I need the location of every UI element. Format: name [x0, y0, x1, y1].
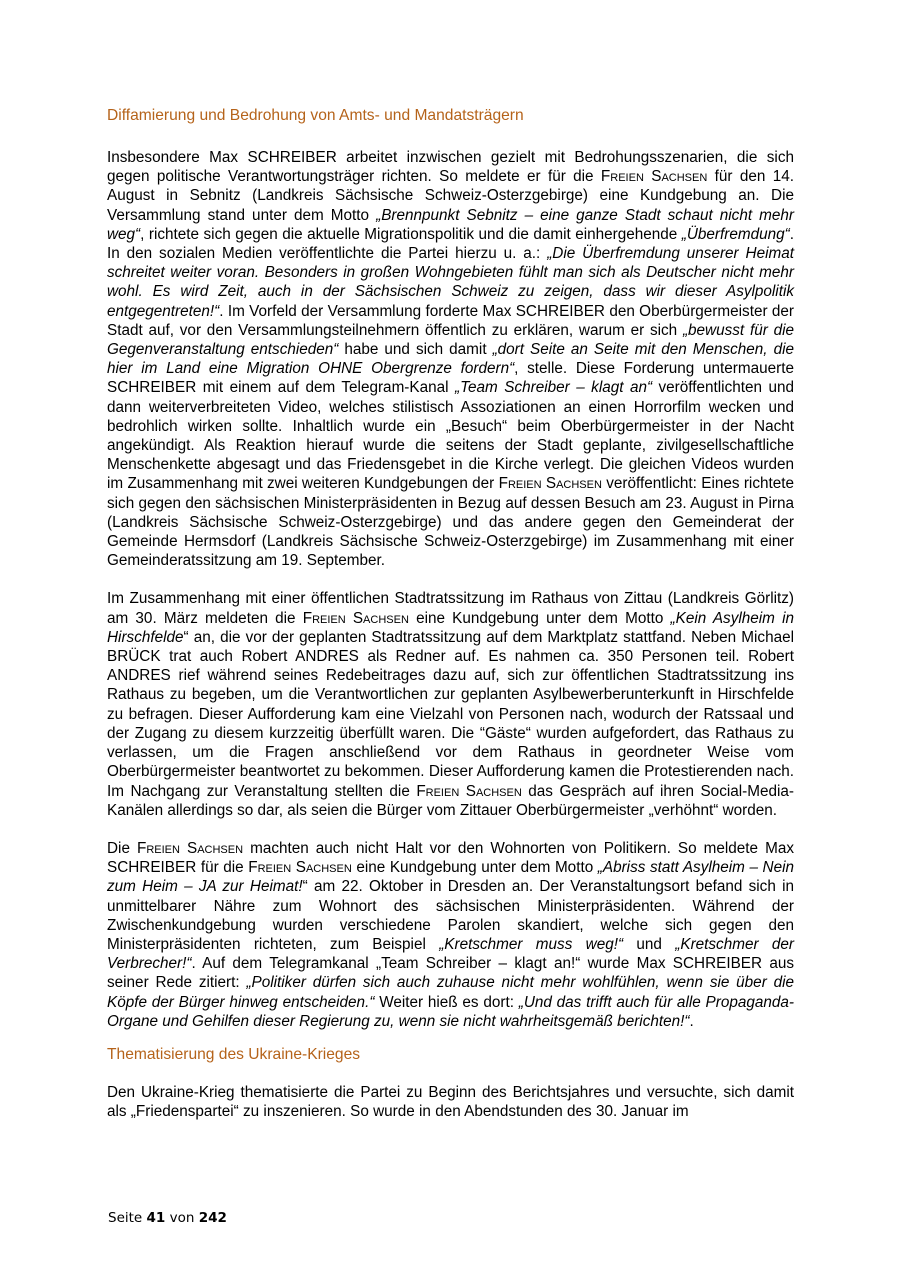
text-run: habe und sich damit: [338, 341, 493, 359]
section-heading-defamation: Diffamierung und Bedrohung von Amts- und Mandatsträgern: [107, 107, 524, 124]
party-name: Freien Sachsen: [416, 782, 522, 800]
text-run: Im Zusammenhang mit einer öffentlichen Stadtratssitzung im Rathaus von Zittau (Landkreis Görlitz) am 30. März meldeten die: [107, 590, 794, 627]
party-name: Freien Sachsen: [498, 475, 602, 493]
paragraph-dresden: [107, 839, 794, 1031]
party-name: Freien Sachsen: [248, 859, 352, 877]
text-run: für den 14. August in Sebnitz (Landkreis Sächsische Schweiz-Osterzgebirge) eine Kundgebung an. Die Versammlung stand unter dem Motto: [107, 168, 794, 224]
text-run: , richtete sich gegen die aktuelle Migrationspolitik und die damit einhergehende: [140, 225, 682, 243]
paragraph-sebnitz: [107, 148, 794, 570]
quote: „Team Schreiber – klagt an“: [455, 379, 653, 397]
text-run: das Gespräch auf ihren Social-Media-Kanälen allerdings so dar, als seien die Bürger vom Zittauer Oberbürgermeister „verhöhnt“ worden.: [107, 782, 794, 819]
text-run: eine Kundgebung unter dem Motto: [351, 859, 598, 877]
paragraph-zittau: [107, 589, 794, 819]
quote: „Kretschmer muss weg!“: [439, 935, 624, 953]
party-name: Freien Sachsen: [137, 839, 244, 857]
quote: „Überfremdung“: [681, 225, 790, 243]
text-run: und: [623, 935, 676, 953]
quote: „Politiker dürfen sich auch zuhause nicht mehr wohlfühlen, wenn sie über die Köpfe der Bürger hinweg entscheiden.“: [107, 974, 794, 1011]
quote: „Kretschmer der Verbrecher!“: [107, 935, 794, 973]
text-run: Die: [107, 839, 137, 857]
quote: „Brennpunkt Sebnitz – eine ganze Stadt schaut nicht mehr weg“: [107, 206, 794, 243]
text-run: , stelle. Diese Forderung untermauerte SCHREIBER mit einem auf dem Telegram-Kanal: [107, 360, 794, 397]
quote: „Die Überfremdung unserer Heimat schreitet weiter voran. Besonders in großen Wohngebieten fühlt man sich als Deutscher nicht mehr wohl. Es wird Zeit, auch in der Sächsischen Schweiz zu zeigen, dass wir dieser Asylpolitik entgegentreten!“: [107, 245, 794, 320]
text-run: . In den sozialen Medien veröffentlichte die Partei hierzu u. a.:: [107, 225, 794, 263]
text-run: Weiter hieß es dort:: [374, 993, 519, 1011]
text-run: machten auch nicht Halt vor den Wohnorten von Politikern. So meldete Max SCHREIBER für die: [107, 839, 794, 877]
text-run: eine Kundgebung unter dem Motto: [408, 609, 671, 627]
section-heading-ukraine: Thematisierung des Ukraine-Krieges: [107, 1045, 361, 1063]
text-run: . Im Vorfeld der Versammlung forderte Max SCHREIBER den Oberbürgermeister der Stadt auf, vor den Versammlungsteilnehmern öffentlich zu erklären, warum er sich: [107, 302, 794, 339]
text-run: “ am 22. Oktober in Dresden an. Der Veranstaltungsort befand sich in unmittelbarer Nähre zum Wohnort des sächsischen Ministerpräsidenten. Während der Zwischenkundgebung wurden verschiedene Parolen skandiert, welche sich gegen den Ministerpräsidenten richteten, zum Beispiel: [107, 878, 794, 953]
text-run: “ an, die vor der geplanten Stadtratssitzung auf dem Marktplatz stattfand. Neben Michael BRÜCK trat auch Robert ANDRES als Redner auf. Es nahmen ca. 350 Personen teil. Robert ANDRES rief während seines Redebeitrages dazu auf, sich zur öffentlichen Stadtratssitzung ins Rathaus zu begeben, um die Verantwortlichen zur geplanten Asylbewerberunterkunft in Hirschfelde zu befragen. Dieser Aufforderung kam eine Vielzahl von Personen nach, wodurch der Ratssaal und der Zugang zu diesem kurzzeitig überfüllt waren. Die “Gäste“ wurden aufgefordert, das Rathaus zu verlassen, um die Fragen anschließend vor dem Rathaus in geordneter Weise vom Oberbürgermeister beantwortet zu bekommen. Dieser Aufforderung kamen die Protestierenden nach. Im Nachgang zur Veranstaltung stellten die: [107, 628, 794, 800]
text-run: Insbesondere Max SCHREIBER arbeitet inzwischen gezielt mit Bedrohungsszenarien, die sich gegen politische Verantwortungsträger richten. So meldete er für die: [107, 149, 794, 186]
total-page-count: 242: [198, 1210, 227, 1226]
paragraph-ukraine: [107, 1083, 794, 1121]
document-page: [107, 104, 794, 1121]
quote: „Abriss statt Asylheim – Nein zum Heim – JA zur Heimat!: [107, 859, 795, 896]
page-footer: [108, 1210, 227, 1226]
quote: „bewusst für die Gegenveranstaltung entschieden“: [107, 321, 794, 359]
current-page-number: 41: [146, 1210, 166, 1226]
quote: „Kein Asylheim in Hirschfelde: [107, 609, 794, 646]
quote: „dort Seite an Seite mit den Menschen, die hier im Land eine Migration OHNE Obergrenze fordern“: [107, 341, 794, 378]
footer-separator: von: [169, 1210, 195, 1226]
party-name: Freien Sachsen: [600, 168, 708, 186]
text-run: veröffentlichten und dann weiterverbreiteten Video, welches stilistisch Assoziationen an einen Horrorfilm wecken und bedrohlich wirken sollte. Inhaltlich wurde ein „Besuch“ beim Oberbürgermeister in der Nacht angekündigt. Als Reaktion hierauf wurde die seitens der Stadt geplante, zivilgesellschaftliche Menschenkette abgesagt und das Friedensgebet in die Kirche verlegt. Die gleichen Videos wurden im Zusammenhang mit zwei weiteren Kundgebungen der: [107, 379, 794, 493]
quote: „Und das trifft auch für alle Propaganda-Organe und Gehilfen dieser Regierung zu, wenn sie nicht wahrheitsgemäß berichten!“: [107, 993, 794, 1030]
text-run: .: [689, 1012, 694, 1030]
party-name: Freien Sachsen: [302, 609, 409, 627]
text-run: veröffentlicht: Eines richtete sich gegen den sächsischen Ministerpräsidenten in Bezug auf dessen Besuch am 23. August in Pirna (Landkreis Sächsische Schweiz-Osterzgebirge) und das andere gegen den Gemeinderat der Gemeinde Hermsdorf (Landkreis Sächsische Schweiz-Osterzgebirge) im Zusammenhang mit einer Gemeinderatssitzung am 19. September.: [107, 475, 794, 570]
footer-prefix: Seite: [108, 1210, 143, 1226]
text-run: Den Ukraine-Krieg thematisierte die Partei zu Beginn des Berichtsjahres und versuchte, sich damit als „Friedenspartei“ zu inszenieren. So wurde in den Abendstunden des 30. Januar im: [107, 1083, 794, 1121]
text-run: . Auf dem Telegramkanal „Team Schreiber – klagt an!“ wurde Max SCHREIBER aus seiner Rede zitiert:: [107, 955, 794, 992]
